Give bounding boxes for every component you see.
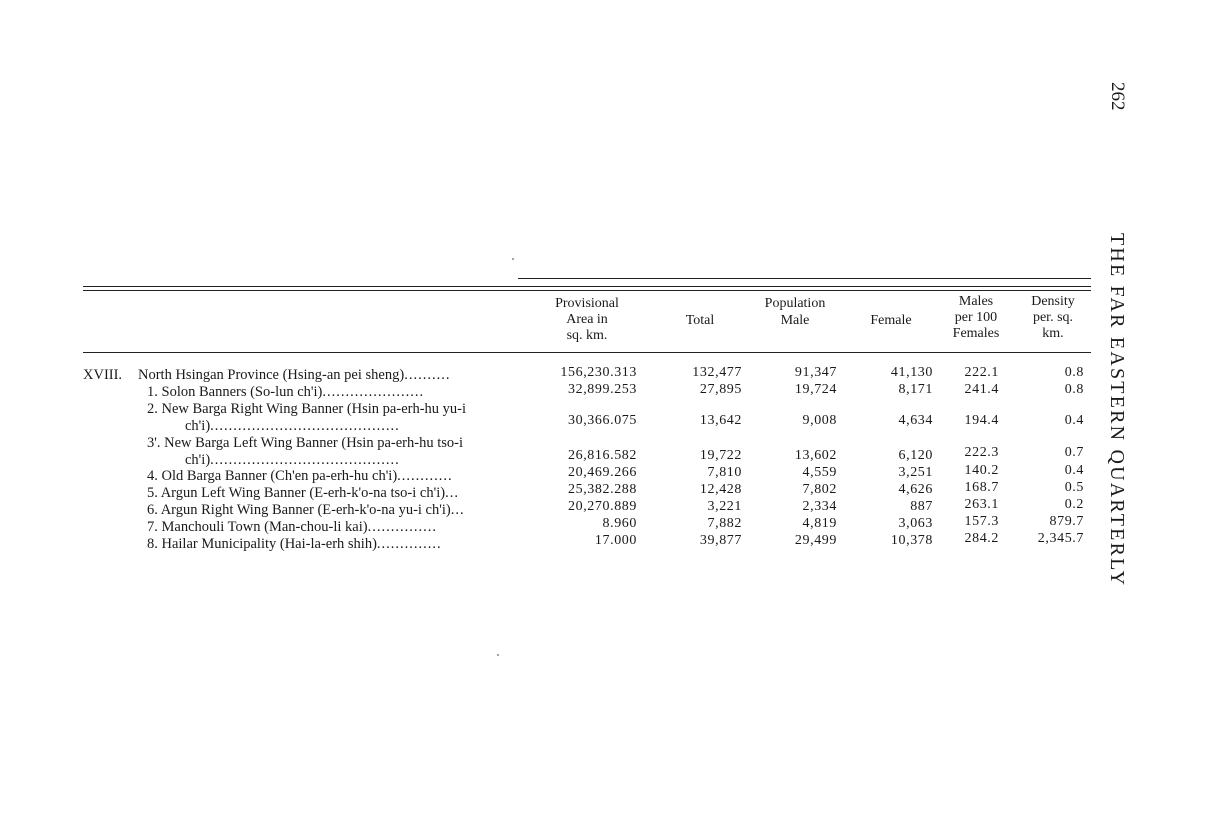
cell-area: 26,816.582 <box>568 448 637 463</box>
scan-speck <box>497 654 499 656</box>
cell-ratio: 241.4 <box>964 382 999 397</box>
cell-male: 4,559 <box>802 465 837 480</box>
cell-density: 0.4 <box>1064 463 1084 478</box>
cell-density: 0.5 <box>1064 480 1084 495</box>
cell-total: 39,877 <box>699 533 742 548</box>
row-label: 1. Solon Banners (So-lun ch'i)...................... <box>147 384 425 400</box>
cell-area: 25,382.288 <box>568 482 637 497</box>
cell-density: 879.7 <box>1049 514 1084 529</box>
cell-total: 13,642 <box>699 413 742 428</box>
cell-area: 8.960 <box>602 516 637 531</box>
cell-female: 8,171 <box>898 382 933 397</box>
header-female: Female <box>870 313 912 328</box>
cell-female: 3,063 <box>898 516 933 531</box>
cell-female: 10,378 <box>890 533 933 548</box>
cell-total: 7,810 <box>707 465 742 480</box>
row-label: 6. Argun Right Wing Banner (E-erh-k'o-na yu-i ch'i)... <box>147 502 465 518</box>
table-header-rule <box>83 352 1091 353</box>
cell-density: 0.2 <box>1064 497 1084 512</box>
cell-male: 29,499 <box>794 533 837 548</box>
cell-total: 132,477 <box>692 365 742 380</box>
scan-speck <box>512 258 514 260</box>
cell-female: 4,634 <box>898 413 933 428</box>
page-number: 262 <box>1107 82 1128 111</box>
header-ratio: Males per 100 Females <box>952 294 1000 341</box>
cell-ratio: 263.1 <box>964 497 999 512</box>
cell-area: 17.000 <box>594 533 637 548</box>
cell-total: 19,722 <box>699 448 742 463</box>
row-label: 7. Manchouli Town (Man-chou-li kai)............... <box>147 519 437 535</box>
cell-ratio: 168.7 <box>964 480 999 495</box>
row-label-continued: ch'i)......................................... <box>185 452 400 468</box>
cell-male: 7,802 <box>802 482 837 497</box>
row-label: North Hsingan Province (Hsing-an pei sheng).......... <box>138 367 451 383</box>
cell-area: 30,366.075 <box>568 413 637 428</box>
cell-density: 0.8 <box>1064 365 1084 380</box>
cell-female: 6,120 <box>898 448 933 463</box>
cell-density: 0.8 <box>1064 382 1084 397</box>
cell-male: 13,602 <box>794 448 837 463</box>
cell-ratio: 140.2 <box>964 463 999 478</box>
cell-area: 32,899.253 <box>568 382 637 397</box>
cell-total: 27,895 <box>699 382 742 397</box>
cell-male: 19,724 <box>794 382 837 397</box>
cell-ratio: 222.3 <box>964 445 999 460</box>
cell-area: 20,270.889 <box>568 499 637 514</box>
header-area: Provisional Area in sq. km. <box>555 296 619 343</box>
cell-density: 0.7 <box>1064 445 1084 460</box>
cell-total: 7,882 <box>707 516 742 531</box>
cell-total: 3,221 <box>707 499 742 514</box>
cell-total: 12,428 <box>699 482 742 497</box>
header-density: Density per. sq. km. <box>1031 294 1075 341</box>
table-top-rule <box>518 278 1091 279</box>
table-top-rule <box>83 290 1091 291</box>
cell-male: 4,819 <box>802 516 837 531</box>
cell-female: 4,626 <box>898 482 933 497</box>
row-label: 8. Hailar Municipality (Hai-la-erh shih).............. <box>147 536 442 552</box>
header-total: Total <box>685 313 715 328</box>
table-top-rule <box>83 286 1091 287</box>
row-label: 2. New Barga Right Wing Banner (Hsin pa-erh-hu yu-i <box>147 401 467 417</box>
row-label: 3'. New Barga Left Wing Banner (Hsin pa-erh-hu tso-i <box>147 435 463 451</box>
cell-ratio: 157.3 <box>964 514 999 529</box>
cell-area: 156,230.313 <box>560 365 637 380</box>
header-population: Population <box>764 296 826 311</box>
row-label-continued: ch'i)......................................... <box>185 418 400 434</box>
cell-female: 41,130 <box>890 365 933 380</box>
cell-male: 2,334 <box>802 499 837 514</box>
cell-male: 9,008 <box>802 413 837 428</box>
cell-density: 2,345.7 <box>1037 531 1084 546</box>
cell-density: 0.4 <box>1064 413 1084 428</box>
cell-ratio: 222.1 <box>964 365 999 380</box>
journal-title: THE FAR EASTERN QUARTERLY <box>1106 233 1128 588</box>
cell-area: 20,469.266 <box>568 465 637 480</box>
cell-male: 91,347 <box>794 365 837 380</box>
section-number: XVIII. <box>83 367 123 383</box>
cell-female: 3,251 <box>898 465 933 480</box>
row-label: 5. Argun Left Wing Banner (E-erh-k'o-na tso-i ch'i)... <box>147 485 459 501</box>
cell-ratio: 284.2 <box>964 531 999 546</box>
cell-ratio: 194.4 <box>964 413 999 428</box>
cell-female: 887 <box>910 499 933 514</box>
header-male: Male <box>780 313 810 328</box>
row-label: 4. Old Barga Banner (Ch'en pa-erh-hu ch'i)............ <box>147 468 453 484</box>
